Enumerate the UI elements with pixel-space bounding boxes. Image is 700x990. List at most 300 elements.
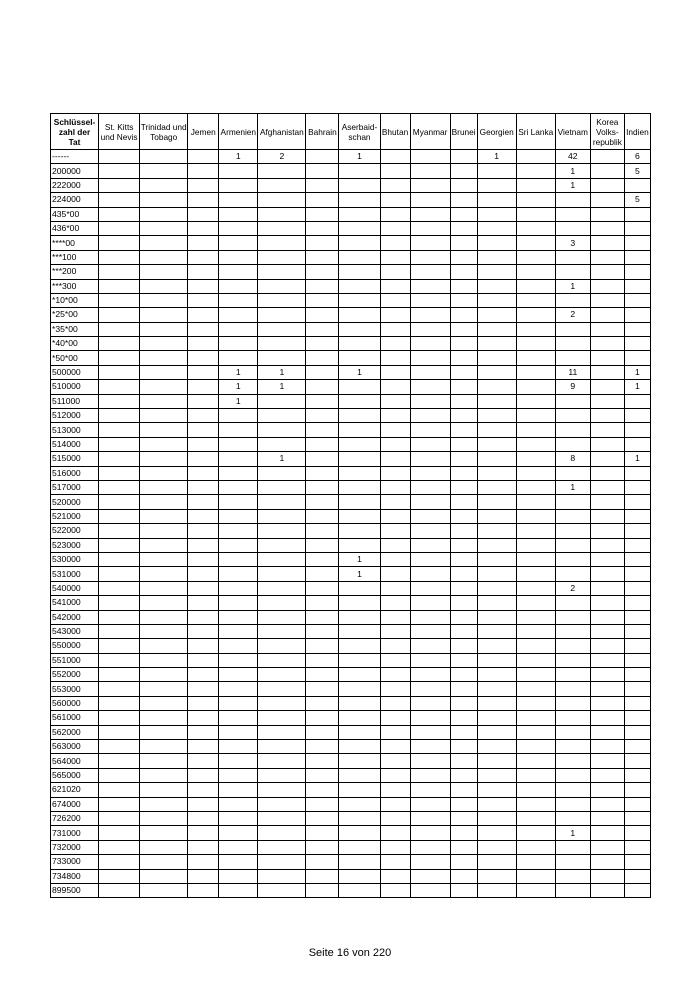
count-cell xyxy=(555,394,590,408)
count-cell xyxy=(188,624,219,638)
count-cell xyxy=(339,754,380,768)
count-cell xyxy=(219,178,258,192)
count-cell xyxy=(410,668,450,682)
offense-key-cell: 733000 xyxy=(51,855,99,869)
count-cell xyxy=(477,250,516,264)
count-cell xyxy=(477,811,516,825)
count-cell xyxy=(339,394,380,408)
offense-key-cell: 551000 xyxy=(51,653,99,667)
count-cell xyxy=(140,207,188,221)
count-cell xyxy=(590,596,624,610)
count-cell xyxy=(555,639,590,653)
count-cell: 1 xyxy=(219,380,258,394)
count-cell xyxy=(477,452,516,466)
count-cell xyxy=(410,437,450,451)
table-body xyxy=(51,150,651,898)
count-cell: 1 xyxy=(219,365,258,379)
count-cell xyxy=(477,538,516,552)
count-cell xyxy=(555,293,590,307)
count-cell xyxy=(516,768,555,782)
table-row xyxy=(51,221,651,235)
count-cell xyxy=(339,337,380,351)
count-cell xyxy=(590,437,624,451)
count-cell xyxy=(477,293,516,307)
count-cell xyxy=(258,696,306,710)
count-cell xyxy=(555,207,590,221)
table-row xyxy=(51,840,651,854)
count-cell xyxy=(306,178,339,192)
count-cell xyxy=(258,193,306,207)
count-cell xyxy=(380,768,410,782)
count-cell xyxy=(258,308,306,322)
count-cell xyxy=(516,495,555,509)
count-cell xyxy=(380,293,410,307)
count-cell xyxy=(258,797,306,811)
count-cell: 1 xyxy=(555,178,590,192)
count-cell xyxy=(258,639,306,653)
count-cell xyxy=(140,351,188,365)
offense-key-cell: ------ xyxy=(51,150,99,164)
count-cell xyxy=(258,164,306,178)
count-cell xyxy=(99,524,140,538)
count-cell xyxy=(590,452,624,466)
count-cell xyxy=(188,811,219,825)
count-cell xyxy=(380,538,410,552)
count-cell xyxy=(306,653,339,667)
count-cell: 3 xyxy=(555,236,590,250)
offense-key-cell: 222000 xyxy=(51,178,99,192)
count-cell: 1 xyxy=(339,567,380,581)
count-cell xyxy=(99,207,140,221)
count-cell xyxy=(450,221,477,235)
count-cell xyxy=(555,495,590,509)
count-cell xyxy=(339,380,380,394)
count-cell xyxy=(410,711,450,725)
count-cell xyxy=(410,696,450,710)
count-cell xyxy=(339,480,380,494)
count-cell xyxy=(450,466,477,480)
count-cell xyxy=(516,811,555,825)
count-cell xyxy=(258,653,306,667)
count-cell xyxy=(555,322,590,336)
count-cell xyxy=(410,567,450,581)
count-cell xyxy=(99,840,140,854)
column-header: Armenien xyxy=(219,114,258,150)
count-cell xyxy=(624,178,650,192)
count-cell xyxy=(516,337,555,351)
count-cell xyxy=(450,653,477,667)
count-cell xyxy=(410,480,450,494)
count-cell xyxy=(339,250,380,264)
count-cell xyxy=(219,869,258,883)
count-cell xyxy=(339,164,380,178)
table-row xyxy=(51,552,651,566)
count-cell xyxy=(516,668,555,682)
count-cell xyxy=(339,740,380,754)
count-cell xyxy=(380,567,410,581)
offense-key-cell: *35*00 xyxy=(51,322,99,336)
count-cell xyxy=(188,869,219,883)
count-cell xyxy=(140,869,188,883)
count-cell xyxy=(516,365,555,379)
count-cell xyxy=(140,797,188,811)
count-cell xyxy=(624,797,650,811)
count-cell xyxy=(258,552,306,566)
count-cell xyxy=(99,322,140,336)
count-cell xyxy=(306,524,339,538)
count-cell xyxy=(450,409,477,423)
count-cell: 1 xyxy=(477,150,516,164)
table-row xyxy=(51,380,651,394)
count-cell xyxy=(140,783,188,797)
count-cell xyxy=(339,797,380,811)
count-cell xyxy=(555,524,590,538)
table-row xyxy=(51,696,651,710)
count-cell xyxy=(410,164,450,178)
count-cell xyxy=(219,883,258,897)
count-cell xyxy=(516,322,555,336)
count-cell xyxy=(590,783,624,797)
count-cell xyxy=(450,682,477,696)
count-cell: 42 xyxy=(555,150,590,164)
offense-key-cell: 563000 xyxy=(51,740,99,754)
table-row xyxy=(51,164,651,178)
table-row xyxy=(51,639,651,653)
table-row xyxy=(51,538,651,552)
count-cell xyxy=(339,855,380,869)
count-cell xyxy=(624,610,650,624)
count-cell xyxy=(450,178,477,192)
count-cell xyxy=(410,653,450,667)
count-cell xyxy=(380,365,410,379)
count-cell xyxy=(339,178,380,192)
count-cell xyxy=(624,236,650,250)
count-cell xyxy=(450,207,477,221)
count-cell xyxy=(516,740,555,754)
count-cell xyxy=(99,740,140,754)
count-cell xyxy=(477,308,516,322)
count-cell xyxy=(555,409,590,423)
count-cell xyxy=(516,221,555,235)
count-cell xyxy=(306,164,339,178)
count-cell xyxy=(258,596,306,610)
count-cell xyxy=(140,236,188,250)
count-cell xyxy=(306,826,339,840)
count-cell xyxy=(339,869,380,883)
count-cell xyxy=(306,509,339,523)
count-cell xyxy=(219,423,258,437)
count-cell xyxy=(450,567,477,581)
count-cell xyxy=(258,840,306,854)
count-cell xyxy=(516,581,555,595)
count-cell xyxy=(555,740,590,754)
count-cell xyxy=(306,150,339,164)
count-cell xyxy=(339,682,380,696)
count-cell xyxy=(219,811,258,825)
count-cell xyxy=(188,250,219,264)
table-row xyxy=(51,351,651,365)
count-cell xyxy=(380,783,410,797)
count-cell xyxy=(99,783,140,797)
count-cell xyxy=(477,653,516,667)
count-cell xyxy=(258,624,306,638)
count-cell xyxy=(555,797,590,811)
count-cell xyxy=(339,610,380,624)
count-cell xyxy=(140,596,188,610)
count-cell xyxy=(624,423,650,437)
count-cell xyxy=(219,711,258,725)
count-cell xyxy=(99,250,140,264)
count-cell xyxy=(516,639,555,653)
count-cell xyxy=(516,840,555,854)
count-cell xyxy=(410,265,450,279)
table-row xyxy=(51,524,651,538)
count-cell xyxy=(516,869,555,883)
count-cell xyxy=(380,869,410,883)
count-cell xyxy=(99,855,140,869)
count-cell xyxy=(410,797,450,811)
count-cell xyxy=(477,351,516,365)
count-cell xyxy=(624,639,650,653)
count-cell xyxy=(219,236,258,250)
column-header: Indien xyxy=(624,114,650,150)
count-cell xyxy=(410,423,450,437)
count-cell xyxy=(555,768,590,782)
offense-key-cell: 520000 xyxy=(51,495,99,509)
count-cell xyxy=(450,279,477,293)
count-cell xyxy=(99,437,140,451)
table-row xyxy=(51,394,651,408)
count-cell xyxy=(258,524,306,538)
count-cell xyxy=(306,639,339,653)
count-cell xyxy=(516,480,555,494)
count-cell xyxy=(380,668,410,682)
count-cell xyxy=(624,711,650,725)
count-cell xyxy=(258,610,306,624)
count-cell xyxy=(590,552,624,566)
count-cell xyxy=(516,466,555,480)
count-cell xyxy=(188,265,219,279)
count-cell xyxy=(410,811,450,825)
count-cell xyxy=(188,193,219,207)
count-cell xyxy=(624,207,650,221)
offense-key-cell: 515000 xyxy=(51,452,99,466)
count-cell xyxy=(219,740,258,754)
count-cell xyxy=(410,840,450,854)
count-cell xyxy=(258,437,306,451)
count-cell xyxy=(410,740,450,754)
count-cell xyxy=(380,308,410,322)
count-cell xyxy=(99,279,140,293)
count-cell xyxy=(188,538,219,552)
table-row xyxy=(51,279,651,293)
count-cell xyxy=(99,236,140,250)
count-cell xyxy=(99,365,140,379)
count-cell xyxy=(624,740,650,754)
count-cell xyxy=(555,668,590,682)
count-cell xyxy=(450,538,477,552)
count-cell xyxy=(516,236,555,250)
count-cell xyxy=(516,552,555,566)
count-cell xyxy=(339,221,380,235)
count-cell xyxy=(188,207,219,221)
count-cell xyxy=(188,236,219,250)
count-cell xyxy=(306,365,339,379)
count-cell xyxy=(99,480,140,494)
offense-key-cell: 731000 xyxy=(51,826,99,840)
count-cell xyxy=(188,668,219,682)
count-cell xyxy=(590,207,624,221)
count-cell xyxy=(306,409,339,423)
count-cell xyxy=(258,322,306,336)
count-cell xyxy=(555,552,590,566)
count-cell xyxy=(219,193,258,207)
count-cell xyxy=(188,596,219,610)
column-header: Bahrain xyxy=(306,114,339,150)
count-cell xyxy=(380,840,410,854)
table-row xyxy=(51,581,651,595)
count-cell xyxy=(188,293,219,307)
count-cell xyxy=(410,150,450,164)
count-cell xyxy=(410,768,450,782)
count-cell xyxy=(516,826,555,840)
count-cell xyxy=(258,250,306,264)
count-cell xyxy=(188,380,219,394)
count-cell xyxy=(258,883,306,897)
count-cell xyxy=(188,855,219,869)
count-cell xyxy=(219,797,258,811)
count-cell xyxy=(258,725,306,739)
count-cell xyxy=(555,567,590,581)
offense-key-cell: 621020 xyxy=(51,783,99,797)
count-cell xyxy=(410,552,450,566)
count-cell xyxy=(477,221,516,235)
table-row xyxy=(51,236,651,250)
count-cell xyxy=(380,826,410,840)
count-cell xyxy=(555,221,590,235)
offense-key-cell: 435*00 xyxy=(51,207,99,221)
count-cell: 11 xyxy=(555,365,590,379)
count-cell xyxy=(219,768,258,782)
count-cell xyxy=(555,466,590,480)
count-cell xyxy=(219,624,258,638)
count-cell xyxy=(450,308,477,322)
count-cell xyxy=(140,668,188,682)
count-cell xyxy=(380,480,410,494)
count-cell xyxy=(188,826,219,840)
count-cell xyxy=(306,567,339,581)
column-header: Sri Lanka xyxy=(516,114,555,150)
offense-key-cell: 562000 xyxy=(51,725,99,739)
count-cell xyxy=(516,509,555,523)
offense-key-cell: 517000 xyxy=(51,480,99,494)
count-cell xyxy=(188,423,219,437)
count-cell xyxy=(624,509,650,523)
page-number: Seite 16 von 220 xyxy=(308,947,392,959)
count-cell xyxy=(258,538,306,552)
table-row xyxy=(51,308,651,322)
count-cell xyxy=(306,624,339,638)
count-cell xyxy=(450,581,477,595)
count-cell xyxy=(219,538,258,552)
table-row xyxy=(51,682,651,696)
count-cell xyxy=(590,711,624,725)
count-cell xyxy=(380,725,410,739)
count-cell xyxy=(380,466,410,480)
count-cell xyxy=(306,610,339,624)
count-cell xyxy=(450,322,477,336)
count-cell xyxy=(477,610,516,624)
count-cell xyxy=(477,696,516,710)
count-cell xyxy=(339,524,380,538)
count-cell xyxy=(140,653,188,667)
count-cell xyxy=(306,265,339,279)
table-row xyxy=(51,409,651,423)
count-cell xyxy=(99,567,140,581)
count-cell xyxy=(219,250,258,264)
count-cell xyxy=(140,308,188,322)
count-cell xyxy=(380,740,410,754)
count-cell xyxy=(140,193,188,207)
count-cell xyxy=(624,279,650,293)
count-cell xyxy=(624,596,650,610)
count-cell xyxy=(219,164,258,178)
count-cell xyxy=(555,509,590,523)
count-cell xyxy=(339,883,380,897)
count-cell xyxy=(258,351,306,365)
count-cell xyxy=(99,193,140,207)
count-cell xyxy=(339,351,380,365)
count-cell xyxy=(477,869,516,883)
count-cell xyxy=(219,610,258,624)
count-cell: 2 xyxy=(258,150,306,164)
count-cell xyxy=(555,193,590,207)
count-cell xyxy=(450,509,477,523)
count-cell xyxy=(380,322,410,336)
count-cell xyxy=(140,380,188,394)
count-cell xyxy=(380,164,410,178)
count-cell xyxy=(99,797,140,811)
column-header: Vietnam xyxy=(555,114,590,150)
count-cell xyxy=(555,624,590,638)
table-row xyxy=(51,869,651,883)
count-cell xyxy=(624,524,650,538)
count-cell xyxy=(258,207,306,221)
count-cell xyxy=(450,552,477,566)
count-cell xyxy=(624,308,650,322)
count-cell xyxy=(516,855,555,869)
count-cell xyxy=(140,624,188,638)
count-cell xyxy=(339,840,380,854)
count-cell xyxy=(258,740,306,754)
count-cell xyxy=(450,610,477,624)
count-cell xyxy=(590,380,624,394)
offense-key-cell: 530000 xyxy=(51,552,99,566)
count-cell xyxy=(450,740,477,754)
count-cell xyxy=(450,351,477,365)
count-cell xyxy=(219,495,258,509)
count-cell xyxy=(219,351,258,365)
count-cell xyxy=(306,466,339,480)
count-cell xyxy=(477,596,516,610)
count-cell xyxy=(624,768,650,782)
count-cell xyxy=(380,754,410,768)
count-cell xyxy=(590,250,624,264)
count-cell xyxy=(590,509,624,523)
count-cell xyxy=(477,495,516,509)
count-cell xyxy=(306,754,339,768)
table-row xyxy=(51,178,651,192)
